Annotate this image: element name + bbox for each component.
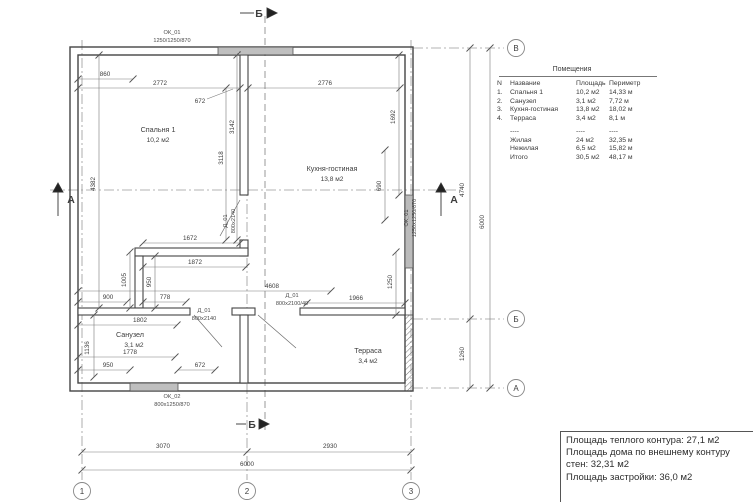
- col-perimeter: Периметр: [609, 79, 641, 87]
- dim-bottom-total: 6000: [239, 461, 255, 468]
- cell-perimeter: 14,33 м: [609, 89, 633, 96]
- note-footprint: Площадь застройки: 36,0 м2: [566, 471, 693, 483]
- dim-left-wall: 4382: [90, 176, 97, 192]
- rooms-table: [489, 66, 667, 162]
- dim-hall-top: 1672: [182, 235, 198, 242]
- dim-top-offset: 860: [99, 71, 111, 78]
- table-total-row: [497, 154, 667, 163]
- axis-b: Б: [513, 315, 519, 324]
- window-label-ok02-id: ОК_02: [163, 394, 181, 400]
- door-label-san-size: 800х2140: [191, 316, 217, 322]
- cell-area: 13,8 м2: [576, 106, 600, 113]
- total-area: 24 м2: [576, 136, 594, 144]
- door-label-terrace-id: Д_01: [285, 293, 299, 299]
- room-area-kitchen: 13,8 м2: [320, 176, 344, 183]
- axis-grid-lines: [50, 16, 504, 480]
- dim-kitchen-right-b: 690: [376, 180, 383, 192]
- rooms-table-rule: [499, 76, 657, 77]
- cell-name: Санузел: [510, 97, 537, 105]
- sep-area: ----: [576, 128, 586, 135]
- col-area: Площадь: [576, 79, 606, 87]
- dim-hall-w1: 900: [102, 294, 114, 301]
- dim-wall-a: 3142: [229, 119, 236, 135]
- dim-san-w2: 1778: [122, 349, 138, 356]
- section-b-label-bottom: Б: [248, 419, 256, 431]
- dim-kitchen-bottom: 4608: [264, 283, 280, 290]
- axis-v: В: [513, 44, 519, 53]
- dim-kitchen-right-a: 1692: [390, 109, 397, 125]
- section-a-label-left: А: [67, 194, 75, 206]
- window-label-ok01-right-size: 1250х1250/870: [412, 198, 418, 238]
- dim-hall-top2: 1872: [187, 259, 203, 266]
- axis-a: А: [513, 384, 519, 393]
- dim-hall-a: 1005: [121, 272, 128, 288]
- cell-area: 10,2 м2: [576, 89, 600, 96]
- dim-wall-b: 3118: [218, 151, 225, 165]
- table-separator-row: [497, 128, 667, 137]
- table-row: [497, 89, 667, 98]
- col-name: Название: [510, 79, 541, 87]
- cell-name: Спальня 1: [510, 89, 543, 96]
- cell-perimeter: 7,72 м: [609, 97, 629, 105]
- section-a-label-right: А: [450, 194, 458, 206]
- door-label-bedroom-id: Д_01: [223, 214, 229, 228]
- table-total-row: [497, 137, 667, 146]
- room-label-bathroom: Санузел: [116, 330, 144, 339]
- door-label-san-id: Д_01: [197, 308, 211, 314]
- dim-right-total: 6000: [479, 214, 486, 230]
- door-label-terrace-size: 800х2100/40: [275, 301, 309, 307]
- area-notes-block: [560, 431, 753, 502]
- room-area-terrace: 3,4 м2: [358, 358, 378, 365]
- table-row: [497, 98, 667, 107]
- room-label-terrace: Терраса: [354, 346, 382, 355]
- sep-name: ----: [510, 128, 520, 135]
- window-label-ok02-size: 800х1250/870: [154, 402, 190, 408]
- cell-name: Терраса: [510, 114, 537, 122]
- door-label-bedroom-size: 800х2140: [231, 208, 237, 234]
- windows: [130, 47, 413, 391]
- dim-terrace-top: 1966: [348, 295, 364, 302]
- dim-bottom-right: 2930: [322, 443, 338, 450]
- col-n: N: [497, 79, 502, 87]
- axis-3: 3: [408, 487, 414, 496]
- cell-perimeter: 18,02 м: [609, 106, 633, 113]
- dim-top-leader: 672: [194, 98, 206, 105]
- cell-n: 2.: [497, 97, 503, 105]
- total-name: Жилая: [510, 136, 532, 144]
- dim-hall-w2: 778: [159, 294, 171, 301]
- cell-area: 3,4 м2: [576, 114, 596, 122]
- cell-n: 4.: [497, 114, 503, 122]
- dim-bedroom-width: 2772: [152, 80, 168, 87]
- dim-kitchen-right-c: 1250: [387, 274, 394, 290]
- dim-san-w1: 1802: [132, 317, 148, 324]
- table-total-row: [497, 145, 667, 154]
- dim-san-w4: 672: [194, 362, 206, 369]
- terrace-post-hatch: [405, 315, 413, 391]
- rooms-table-header: [497, 80, 667, 89]
- cell-name: Кухня-гостиная: [510, 106, 559, 113]
- total-perimeter: 15,82 м: [609, 145, 633, 152]
- table-row: [497, 115, 667, 124]
- dim-right-lower: 1260: [459, 346, 466, 362]
- total-area: 6,5 м2: [576, 145, 596, 152]
- window-label-ok01-top-size: 1250/1250/870: [153, 38, 191, 44]
- cell-n: 1.: [497, 89, 503, 96]
- axis-2: 2: [244, 487, 250, 496]
- dim-san-w3: 950: [102, 362, 114, 369]
- total-name: Нежилая: [510, 145, 539, 152]
- note-outer-contour: Площадь дома по внешнему контуру стен: 32,31 м2: [566, 447, 730, 471]
- dim-san-h: 1136: [84, 341, 91, 355]
- note-warm-contour: Площадь теплого контура: 27,1 м2: [566, 435, 720, 446]
- room-area-bathroom: 3,1 м2: [124, 342, 144, 349]
- room-label-kitchen: Кухня-гостиная: [306, 164, 358, 173]
- sep-perimeter: ----: [609, 128, 619, 135]
- dim-kitchen-width: 2776: [317, 80, 333, 87]
- total-area: 30,5 м2: [576, 153, 600, 161]
- dim-hall-b: 950: [146, 276, 153, 288]
- total-perimeter: 32,35 м: [609, 136, 633, 144]
- dim-right-upper: 4740: [459, 182, 466, 198]
- table-row: [497, 106, 667, 115]
- cell-area: 3,1 м2: [576, 97, 596, 105]
- rooms-table-title: Помещения: [552, 66, 592, 73]
- total-name: Итого: [510, 153, 528, 161]
- cell-n: 3.: [497, 106, 503, 113]
- room-area-bedroom: 10,2 м2: [146, 137, 170, 144]
- total-perimeter: 48,17 м: [609, 153, 633, 161]
- window-label-ok01-right-id: ОК_01: [404, 209, 410, 227]
- axis-1: 1: [79, 487, 85, 496]
- dim-bottom-left: 3070: [155, 443, 171, 450]
- room-label-bedroom: Спальня 1: [140, 125, 176, 134]
- window-label-ok01-top-id: ОК_01: [163, 30, 181, 36]
- cell-perimeter: 8,1 м: [609, 114, 626, 122]
- section-b-label-top: Б: [255, 8, 263, 20]
